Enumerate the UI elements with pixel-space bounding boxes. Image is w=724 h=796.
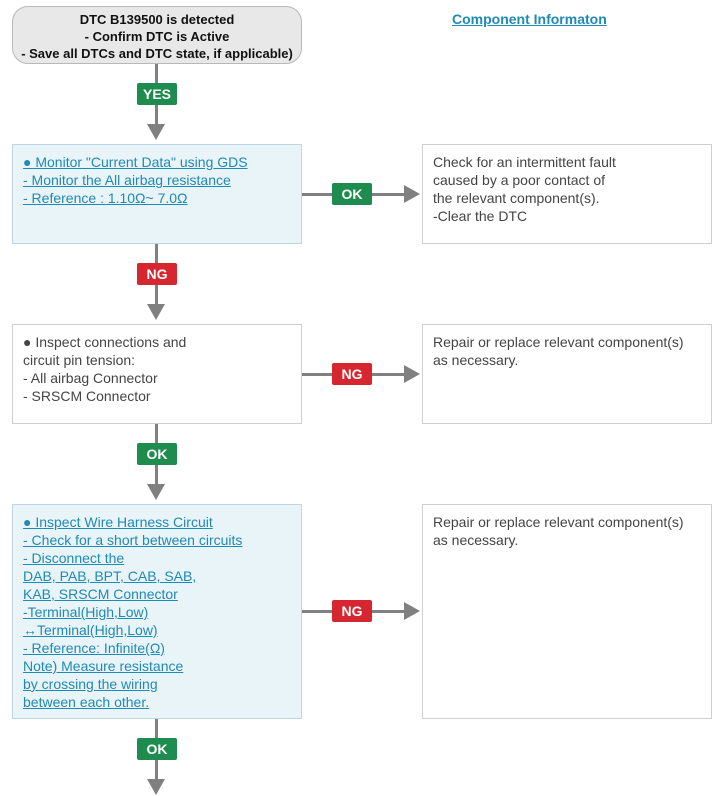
step2-line: - SRSCM Connector — [23, 388, 151, 404]
start-confirm: - Confirm DTC is Active — [84, 29, 230, 44]
result1-line: caused by a poor contact of — [433, 172, 605, 188]
step3-line[interactable]: -Terminal(High,Low) — [23, 604, 149, 620]
badge-ok: OK — [332, 183, 372, 205]
arrow-down-icon — [147, 124, 165, 140]
result-intermittent-fault — [422, 144, 712, 244]
step3-line[interactable]: - Disconnect the — [23, 550, 125, 566]
result-repair-replace — [422, 504, 712, 719]
step3-line[interactable]: ● Inspect Wire Harness Circuit — [23, 514, 213, 530]
step3-line[interactable]: ↔Terminal(High,Low) — [23, 622, 158, 638]
start-save: - Save all DTCs and DTC state, if applicable) — [21, 46, 293, 61]
step3-line[interactable]: KAB, SRSCM Connector — [23, 586, 178, 602]
arrow-down-icon — [147, 779, 165, 795]
result-repair-replace — [422, 324, 712, 424]
step3-line[interactable]: between each other. — [23, 694, 150, 710]
step2-line: circuit pin tension: — [23, 352, 136, 368]
badge-ok: OK — [137, 443, 177, 465]
step-inspect-wire-harness[interactable] — [12, 504, 302, 719]
result3-line: as necessary. — [433, 532, 519, 548]
step3-line[interactable]: - Check for a short between circuits — [23, 532, 243, 548]
step2-line: ● Inspect connections and — [23, 334, 187, 350]
step3-line[interactable]: - Reference: Infinite(Ω) — [23, 640, 165, 656]
badge-ng: NG — [332, 363, 372, 385]
arrow-right-icon — [404, 185, 420, 203]
start-node — [12, 6, 302, 64]
badge-yes: YES — [137, 83, 177, 105]
arrow-right-icon — [404, 365, 420, 383]
arrow-down-icon — [147, 484, 165, 500]
result3-line: Repair or replace relevant component(s) — [433, 514, 684, 530]
step2-line: - All airbag Connector — [23, 370, 158, 386]
step1-line[interactable]: ● Monitor "Current Data" using GDS — [23, 154, 248, 170]
step3-line[interactable]: by crossing the wiring — [23, 676, 158, 692]
result1-line: Check for an intermittent fault — [433, 154, 616, 170]
step3-line[interactable]: Note) Measure resistance — [23, 658, 184, 674]
result1-line: -Clear the DTC — [433, 208, 528, 224]
badge-ng: NG — [332, 600, 372, 622]
arrow-down-icon — [147, 304, 165, 320]
badge-ok: OK — [137, 738, 177, 760]
result2-line: Repair or replace relevant component(s) — [433, 334, 684, 350]
step1-line[interactable]: - Monitor the All airbag resistance — [23, 172, 231, 188]
step-inspect-connections — [12, 324, 302, 424]
start-title: DTC B139500 is detected — [79, 12, 235, 27]
step-monitor-current-data[interactable] — [12, 144, 302, 244]
step1-line[interactable]: - Reference : 1.10Ω~ 7.0Ω — [23, 190, 188, 206]
step3-line[interactable]: DAB, PAB, BPT, CAB, SAB, — [23, 568, 197, 584]
result1-line: the relevant component(s). — [433, 190, 600, 206]
component-information-link[interactable]: Component Informaton — [452, 11, 607, 27]
arrow-right-icon — [404, 602, 420, 620]
result2-line: as necessary. — [433, 352, 519, 368]
badge-ng: NG — [137, 263, 177, 285]
